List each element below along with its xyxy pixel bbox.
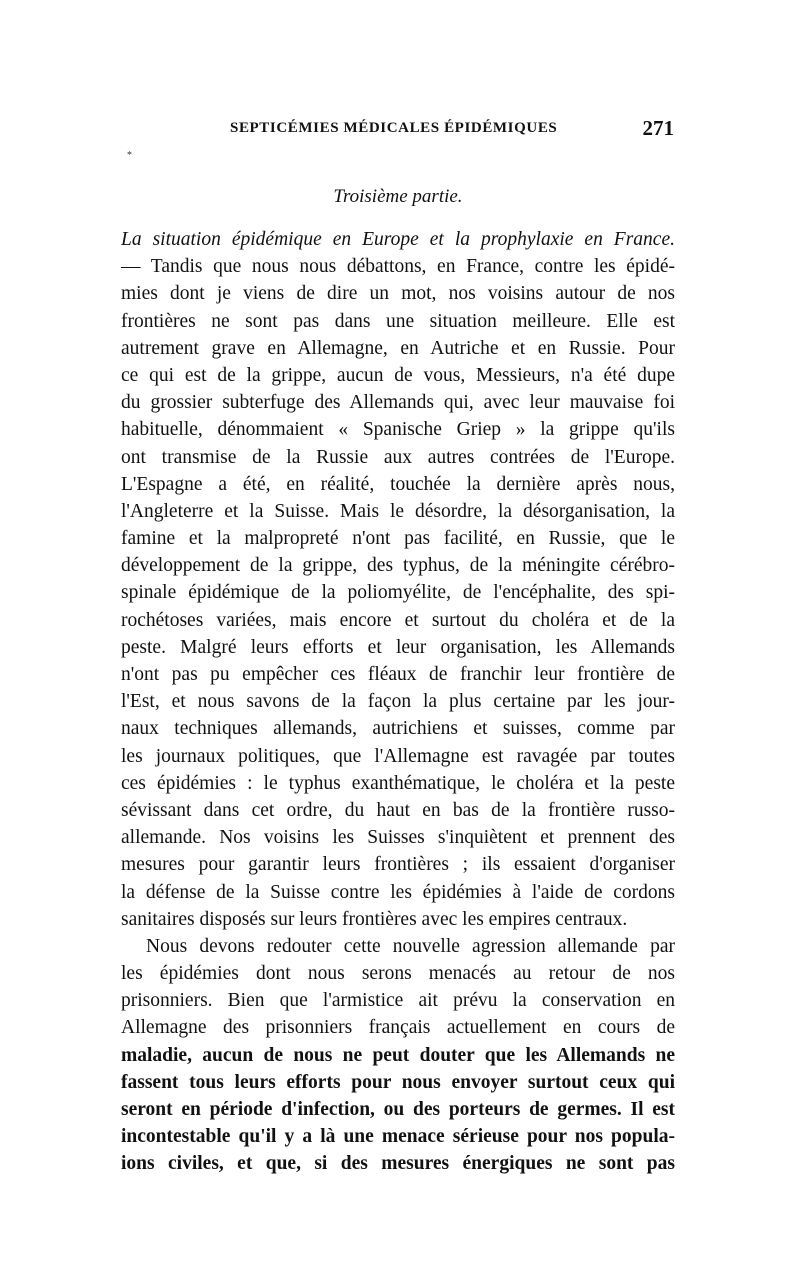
text-line: les journaux politiques, que l'Allemagne est ravagée par toutes <box>121 745 675 767</box>
text-line: — Tandis que nous nous débattons, en France, contre les épidé- <box>121 256 675 278</box>
body-text <box>121 226 675 1178</box>
text-line: peste. Malgré leurs efforts et leur organisation, les Allemands <box>121 636 675 658</box>
text-line: frontières ne sont pas dans une situation meilleure. Elle est <box>121 310 675 332</box>
text-line: rochétoses variées, mais encore et surtout du choléra et de la <box>121 609 675 631</box>
text-line: prisonniers. Bien que l'armistice ait prévu la conservation en <box>121 990 675 1012</box>
running-title: SEPTICÉMIES MÉDICALES ÉPIDÉMIQUES <box>230 120 558 136</box>
text-line: allemande. Nos voisins les Suisses s'inquiètent et prennent des <box>121 827 675 849</box>
text-line: ce qui est de la grippe, aucun de vous, Messieurs, n'a été dupe <box>121 364 675 386</box>
text-line: n'ont pas pu empêcher ces fléaux de franchir leur frontière de <box>121 664 675 685</box>
text-line: ions civiles, et que, si des mesures énergiques ne sont pas <box>121 1153 675 1175</box>
text-line: développement de la grippe, des typhus, de la méningite cérébro- <box>121 555 675 577</box>
text-line: fassent tous leurs efforts pour nous envoyer surtout ceux qui <box>121 1071 675 1093</box>
page-number: 271 <box>642 116 674 140</box>
text-line: sanitaires disposés sur leurs frontières avec les empires centraux. <box>121 908 628 930</box>
text-line: l'Est, et nous savons de la façon la plus certaine par les jour- <box>121 691 675 713</box>
text-line: naux techniques allemands, autrichiens et suisses, comme par <box>121 718 675 740</box>
running-head <box>120 118 680 142</box>
text-line: autrement grave en Allemagne, en Autriche et en Russie. Pour <box>121 337 675 359</box>
text-line: habituelle, dénommaient « Spanische Griep » la grippe qu'ils <box>121 419 675 441</box>
text-line: ont transmise de la Russie aux autres contrées de l'Europe. <box>121 446 675 468</box>
text-line: La situation épidémique en Europe et la prophylaxie en France. <box>121 229 675 250</box>
text-line: famine et la malpropreté n'ont pas facilité, en Russie, que le <box>121 528 675 550</box>
section-title: Troisième partie. <box>333 186 463 207</box>
text-line: mies dont je viens de dire un mot, nos voisins autour de nos <box>121 283 675 305</box>
text-line: la défense de la Suisse contre les épidémies à l'aide de cordons <box>121 881 675 903</box>
stray-mark: * <box>127 150 132 161</box>
text-line: du grossier subterfuge des Allemands qui, avec leur mauvaise foi <box>121 392 675 414</box>
text-line: maladie, aucun de nous ne peut douter que les Allemands ne <box>121 1044 675 1066</box>
text-line: mesures pour garantir leurs frontières ; ils essaient d'organiser <box>121 854 675 876</box>
text-line: sévissant dans cet ordre, du haut en bas de la frontière russo- <box>121 799 675 821</box>
text-line: les épidémies dont nous serons menacés au retour de nos <box>121 963 675 985</box>
text-line: l'Angleterre et la Suisse. Mais le désordre, la désorganisation, la <box>121 500 675 522</box>
text-line: spinale épidémique de la poliomyélite, de l'encéphalite, des spi- <box>121 582 675 604</box>
text-line: incontestable qu'il y a là une menace sérieuse pour nos popula- <box>121 1126 675 1148</box>
text-line: Allemagne des prisonniers français actuellement en cours de <box>121 1017 675 1039</box>
text-line: seront en période d'infection, ou des porteurs de germes. Il est <box>121 1099 675 1120</box>
text-line: L'Espagne a été, en réalité, touchée la dernière après nous, <box>121 473 675 495</box>
text-line: Nous devons redouter cette nouvelle agression allemande par <box>146 935 675 957</box>
text-line: ces épidémies : le typhus exanthématique, le choléra et la peste <box>121 772 675 794</box>
